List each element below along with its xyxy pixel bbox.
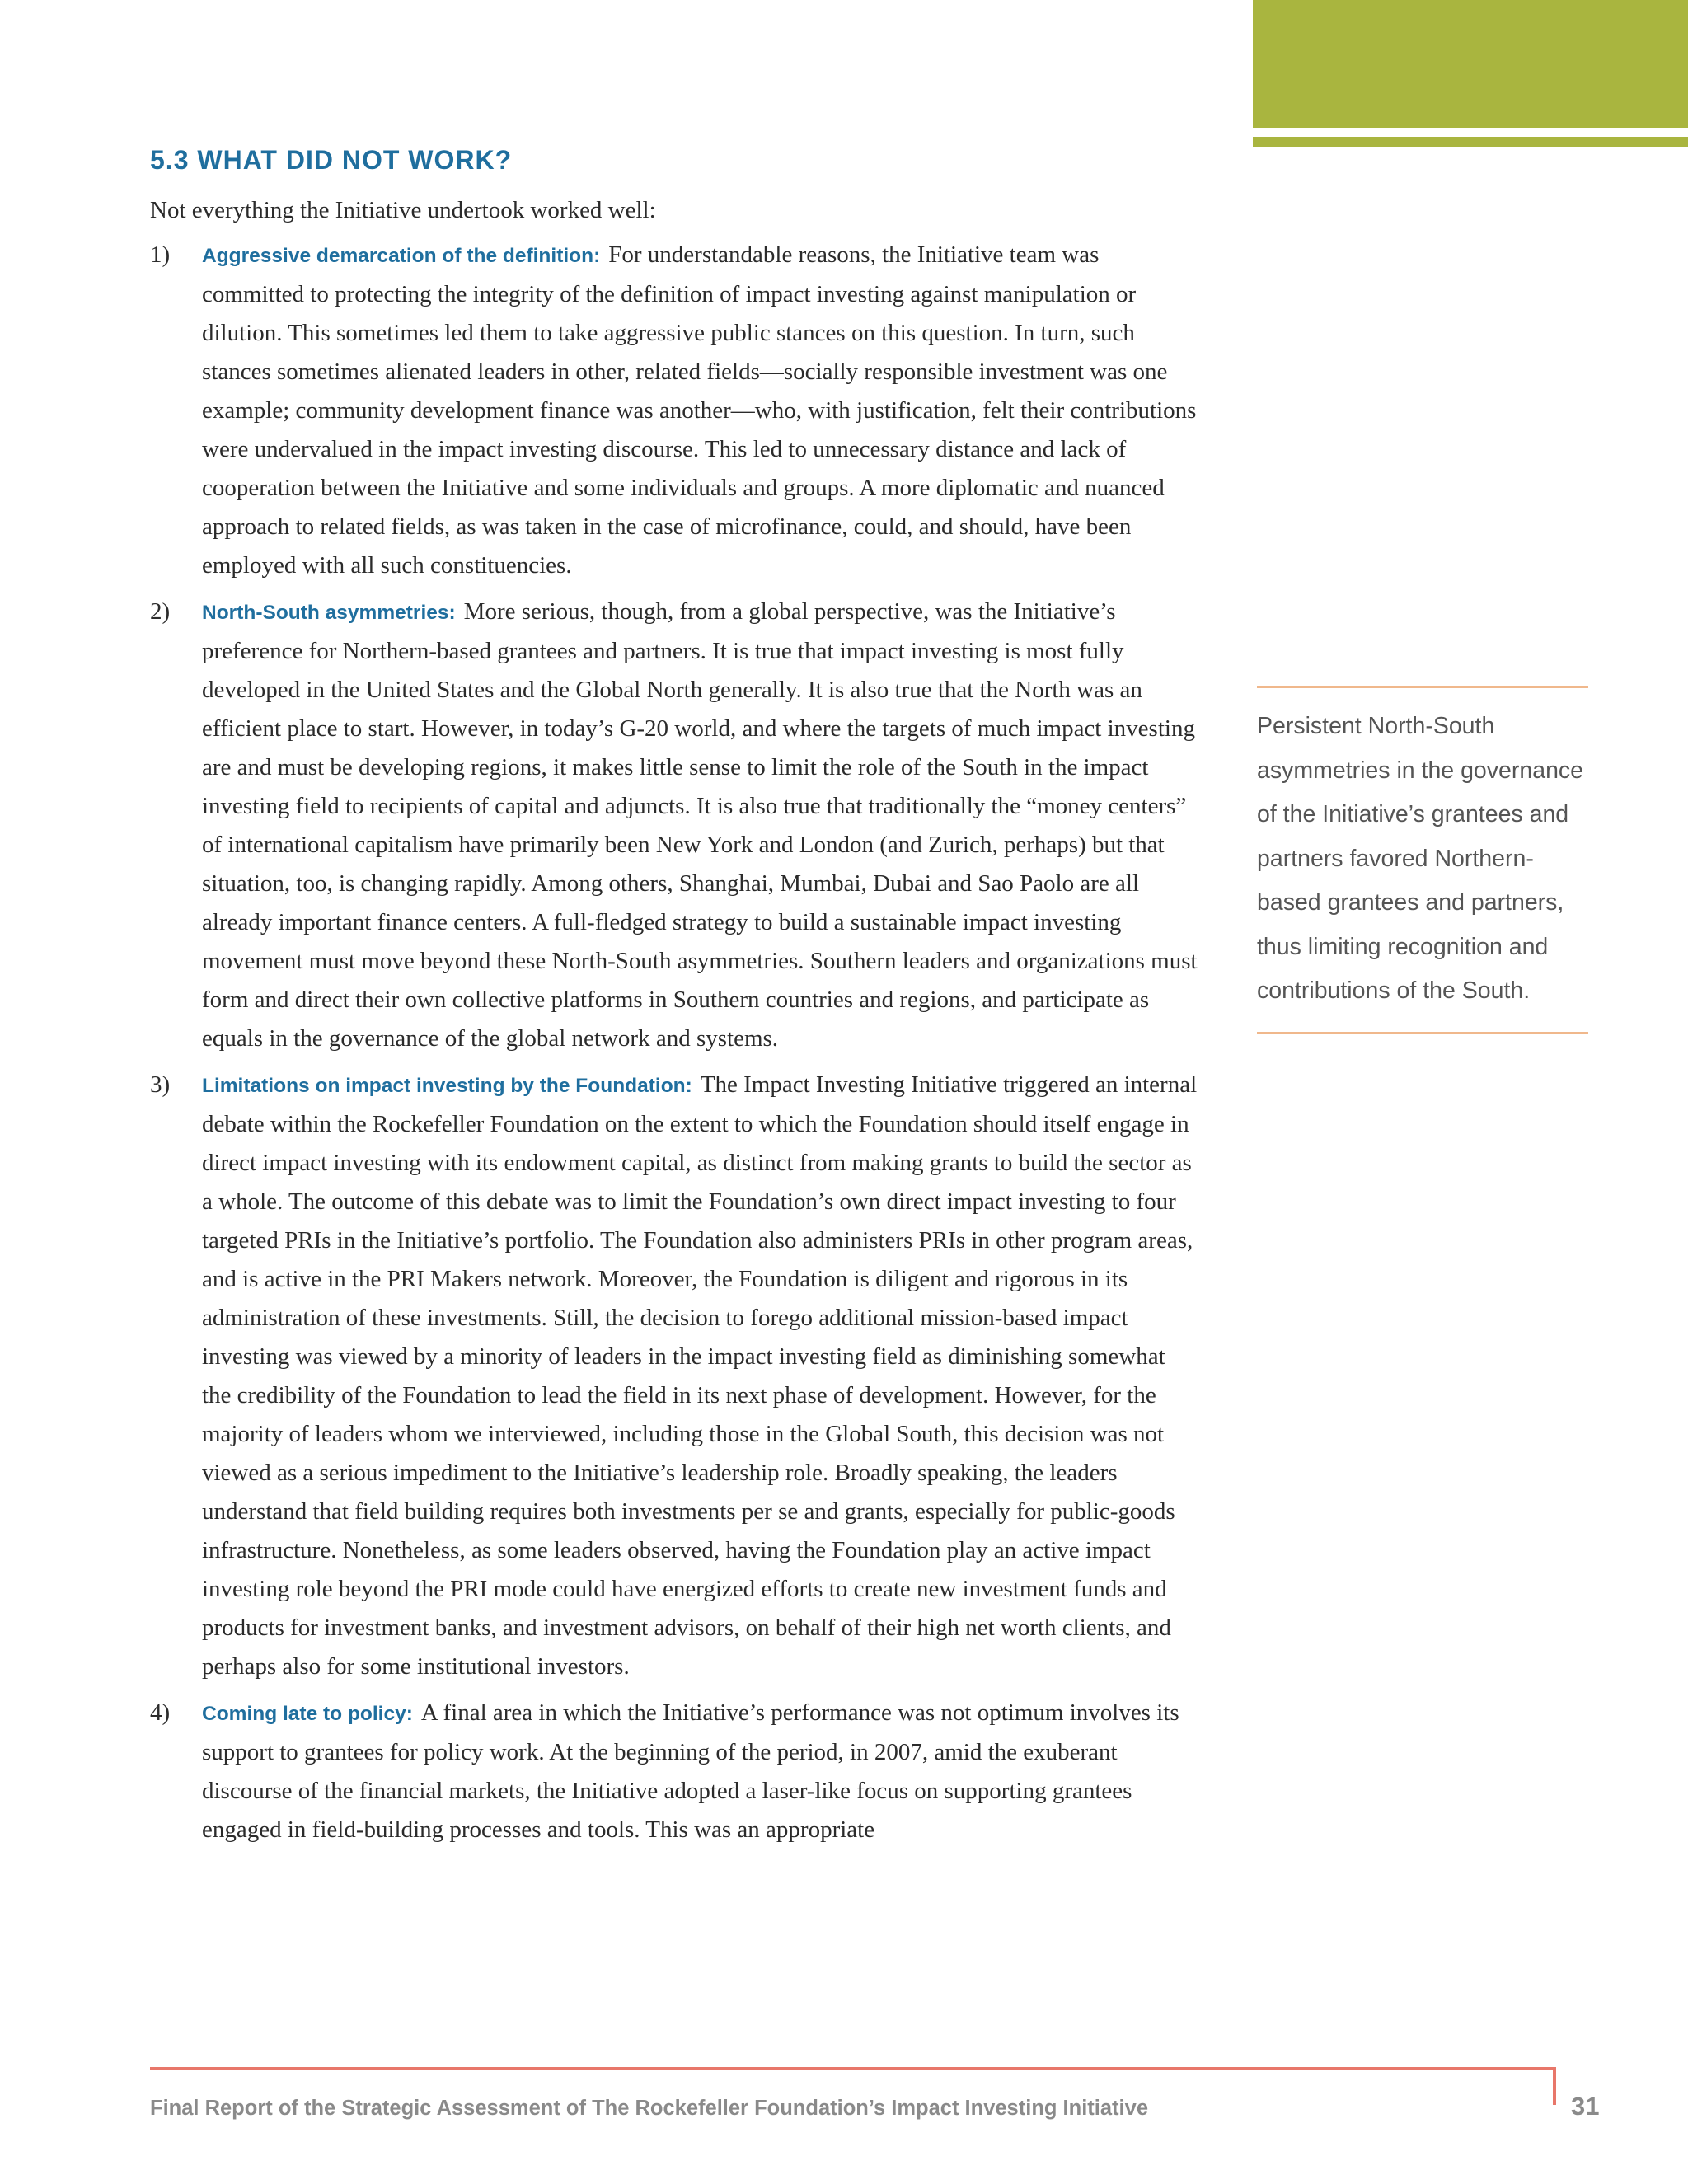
corner-color-stripe [1253,137,1688,147]
list-item-number: 4) [150,1699,171,1726]
section-intro: Not everything the Initiative undertook worked well: [150,197,656,223]
list-item-heading: Coming late to policy: [202,1703,413,1725]
footer-rule [150,2067,1556,2070]
list-item-number: 1) [150,241,171,268]
list-item-body [202,1066,1198,1686]
section-title: 5.3 WHAT DID NOT WORK? [150,145,513,175]
list-item [150,1066,1198,1686]
list-item-heading: North-South asymmetries: [202,602,456,624]
list-item-heading: Limitations on impact investing by the Foundation: [202,1075,692,1097]
list-item-heading: Aggressive demarcation of the definition: [202,245,601,267]
numbered-list [150,236,1198,1857]
list-item-text: The Impact Investing Initiative triggered an internal debate within the Rockefeller Foundation on the extent to which the Foundation should itself engage in direct impact investing with its endowment capital, as distinct from making grants to build the sector as a whole. The outcome of this debate was to limit the Foundation’s own direct impact investing to four targeted PRIs in the Initiative’s portfolio. The Foundation also administers PRIs in other program areas, and is active in the PRI Makers network. Moreover, the Foundation is diligent and rigorous in its administration of these investments. Still, the decision to forego additional mission-based impact investing was viewed by a minority of leaders in the impact investing field as diminishing somewhat the credibility of the Foundation to lead the field in its next phase of development. However, for the majority of leaders whom we interviewed, including those in the Global South, this decision was not viewed as a serious impediment to the Initiative’s leadership role. Broadly speaking, the leaders understand that field building requires both investments per se and grants, especially for public-goods infrastructure. Nonetheless, as some leaders observed, having the Foundation play an active impact investing role beyond the PRI mode could have energized efforts to create new investment funds and products for investment banks, and investment advisors, on behalf of their high net worth clients, and perhaps also for some institutional investors. [202,1071,1198,1680]
page-number: 31 [1571,2092,1600,2121]
list-item-body [202,593,1198,1058]
pull-quote [1257,686,1588,1034]
list-item [150,1694,1198,1849]
list-item-text: For understandable reasons, the Initiative team was committed to protecting the integrity of the definition of impact investing against manipulation or dilution. This sometimes led them to take aggressive public stances on this question. In turn, such stances sometimes alienated leaders in other, related fields—socially responsible investment was one example; community development finance was another—who, with justification, felt their contributions were undervalued in the impact investing discourse. This led to unnecessary distance and lack of cooperation between the Initiative and some individuals and groups. A more diplomatic and nuanced approach to related fields, as was taken in the case of microfinance, could, and should, have been employed with all such constituencies. [202,241,1197,579]
list-item-body [202,1694,1198,1849]
list-item [150,593,1198,1058]
list-item-body [202,236,1198,585]
pull-quote-text: Persistent North-South asymmetries in the governance of the Initiative’s grantees and partners favored Northern-based grantees and partners, thus limiting recognition and contributions of the South. [1257,713,1584,1004]
list-item [150,236,1198,585]
list-item-number: 2) [150,598,171,625]
corner-color-block [1253,0,1688,128]
footer-rule-tick [1553,2067,1556,2105]
footer-title: Final Report of the Strategic Assessment of The Rockefeller Foundation’s Impact Investing Initiative [150,2097,1149,2120]
list-item-text: More serious, though, from a global perspective, was the Initiative’s preference for Northern-based grantees and partners. It is true that impact investing is most fully developed in the United States and the Global North generally. It is also true that the North was an efficient place to start. However, in today’s G-20 world, and where the targets of much impact investing are and must be developing regions, it makes little sense to limit the role of the South in the impact investing field to recipients of capital and adjuncts. It is also true that traditionally the “money centers” of international capitalism have primarily been New York and London (and Zurich, perhaps) but that situation, too, is changing rapidly. Among others, Shanghai, Mumbai, Dubai and Sao Paolo are all already important finance centers. A full-fledged strategy to build a sustainable impact investing movement must move beyond these North-South asymmetries. Southern leaders and organizations must form and direct their own collective platforms in Southern countries and regions, and participate as equals in the governance of the global network and systems. [202,598,1198,1052]
list-item-number: 3) [150,1071,171,1098]
list-item-text: A final area in which the Initiative’s performance was not optimum involves its support to grantees for policy work. At the beginning of the period, in 2007, amid the exuberant discourse of the financial markets, the Initiative adopted a laser-like focus on supporting grantees engaged in field-building processes and tools. This was an appropriate [202,1699,1179,1843]
